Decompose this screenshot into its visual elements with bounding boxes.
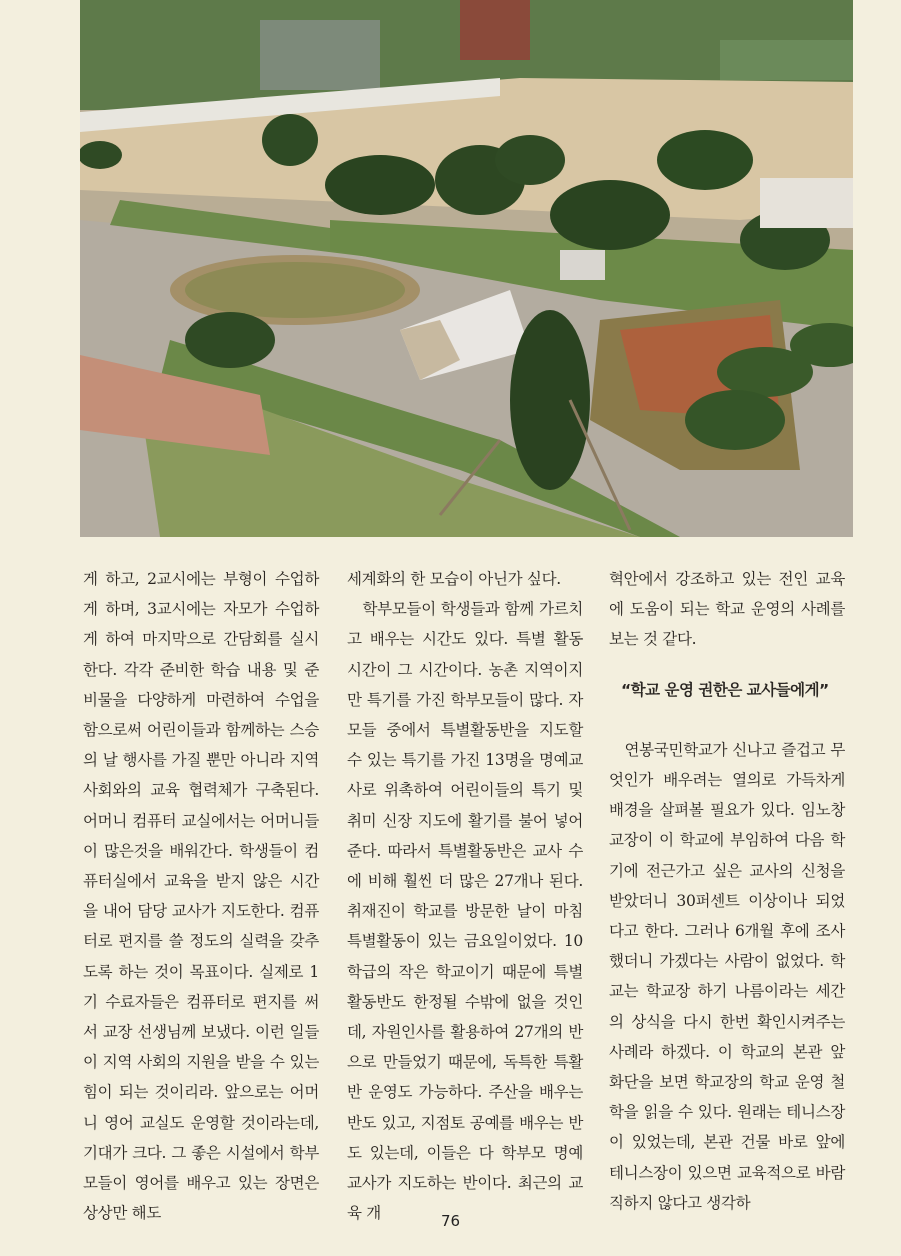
text-column-1	[83, 564, 319, 1228]
paragraph: 게 하고, 2교시에는 부형이 수업하게 하며, 3교시에는 자모가 수업하게 하여 마지막으로 간담회를 실시한다. 각각 준비한 학습 내용 및 준비물을 다양하게 마련하여 수업을 함으로써 어린이들과 함께하는 스승의 날 행사를 가질 뿐만 아니라 지역 사회와의 교육 협력체가 구축된다. 어머니 컴퓨터 교실에서는 어머니들이 많은것을 배워간다. 학생들이 컴퓨터실에서 교육을 받지 않은 시간을 내어 담당 교사가 지도한다. 컴퓨터로 편지를 쓸 정도의 실력을 갖추도록 하는 것이 목표이다. 실제로 1기 수료자들은 컴퓨터로 편지를 써서 교장 선생님께 보냈다. 이런 일들이 지역 사회의 지원을 받을 수 있는 힘이 되는 것이리라. 앞으로는 어머니 영어 교실도 운영할 것이라는데, 기대가 크다. 그 좋은 시설에서 학부모들이 영어를 배우고 있는 장면은 상상만 해도	[83, 570, 319, 1223]
paragraph: 연봉국민학교가 신나고 즐겁고 무엇인가 배우려는 열의로 가득차게 배경을 살펴볼 필요가 있다. 임노창 교장이 이 학교에 부임하여 다음 학기에 전근가고 싶은 교사의 신청을 받았더니 30퍼센트 이상이나 되었다고 한다. 그러나 6개월 후에 조사했더니 가겠다는 사람이 없었다. 학교는 학교장 하기 나름이라는 세간의 상식을 다시 한번 확인시켜주는 사례라 하겠다. 이 학교의 본관 앞 화단을 보면 학교장의 학교 운영 철학을 읽을 수 있다. 원래는 테니스장이 있었는데, 본관 건물 바로 앞에 테니스장이 있으면 교육적으로 바람직하지 않다고 생각하	[609, 740, 845, 1212]
page-number: 76	[440, 1212, 461, 1230]
paragraph: 학부모들이 학생들과 함께 가르치고 배우는 시간도 있다. 특별 활동 시간이 그 시간이다. 농촌 지역이지만 특기를 가진 학부모들이 많다. 자모들 중에서 특별활동반을 지도할 수 있는 특기를 가진 13명을 명예교사로 위촉하여 어린이들의 특기 및 취미 신장 지도에 활기를 불어 넣어 준다. 따라서 특별활동반은 교사 수에 비해 훨씬 더 많은 27개나 된다. 취재진이 학교를 방문한 날이 마침 특별활동이 있는 금요일이었다. 10학급의 작은 학교이기 때문에 특별활동반도 한정될 수밖에 없을 것인데, 자원인사를 활용하여 27개의 반으로 만들었기 때문에, 독특한 특활반 운영도 가능하다. 주산을 배우는 반도 있고, 지점토 공예를 배우는 반도 있는데, 이들은 다 학부모 명예 교사가 지도하는 반이다. 최근의 교육 개	[347, 600, 583, 1223]
text-column-3	[609, 564, 845, 1218]
paragraph: 혁안에서 강조하고 있는 전인 교육에 도움이 되는 학교 운영의 사례를 보는 것 같다.	[609, 570, 845, 649]
paragraph: 세계화의 한 모습이 아닌가 싶다.	[347, 570, 561, 588]
section-heading: “학교 운영 권한은 교사들에게”	[621, 680, 829, 699]
campus-garden-photo	[80, 0, 853, 537]
campus-garden-photo-icon	[80, 0, 853, 537]
text-column-2	[347, 564, 583, 1228]
